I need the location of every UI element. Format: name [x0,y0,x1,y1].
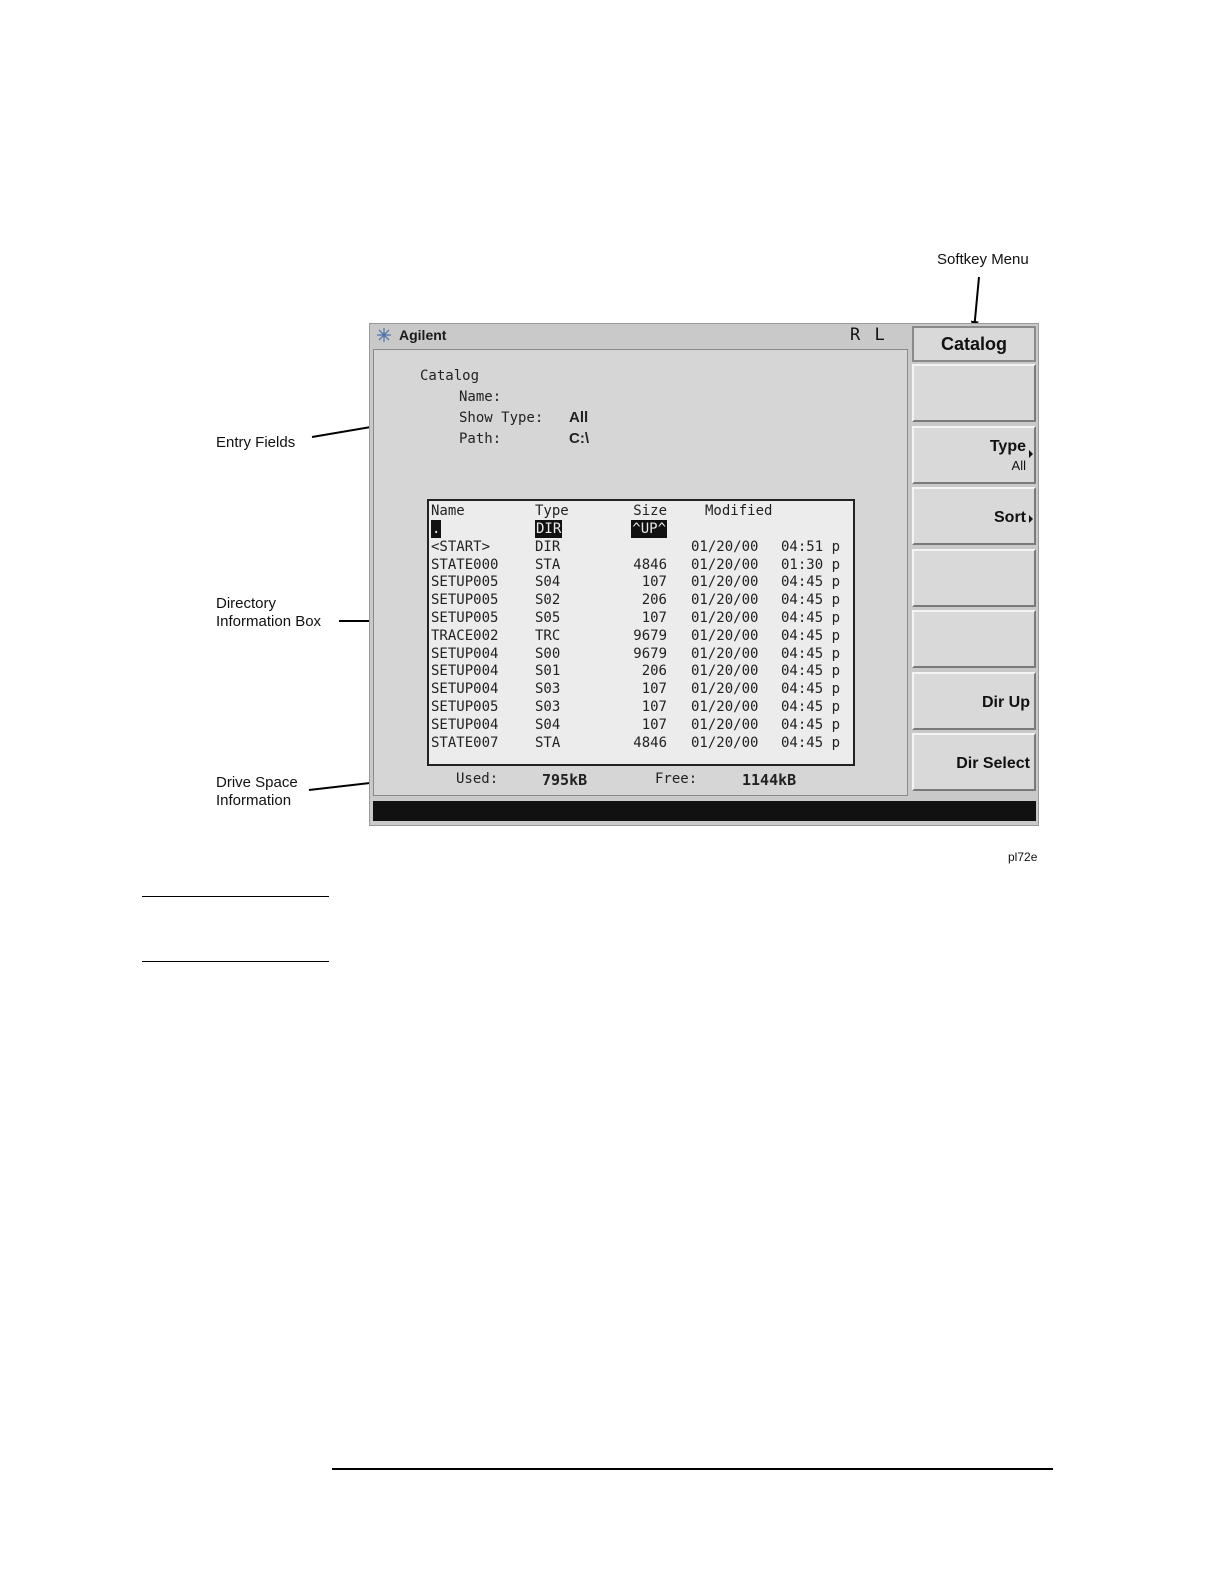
directory-row[interactable] [429,556,853,574]
cell-time: 04:45 p [781,699,841,715]
submenu-arrow-icon [1029,515,1033,523]
cell-date: 01/20/00 [691,556,759,573]
cell-size: 4846 [633,734,667,751]
cell-time: 01:30 p [781,556,841,573]
directory-row[interactable] [429,698,853,716]
cell-name: TRACE002 [431,627,499,644]
directory-row[interactable] [429,609,853,627]
cell-type: S05 [535,610,561,626]
cell-size: 107 [641,574,667,591]
cell-name: SETUP005 [431,610,499,626]
cell-date: 01/20/00 [691,610,759,626]
submenu-arrow-icon [1029,450,1033,458]
drive-free-label: Free: [655,771,698,787]
path-field[interactable]: C:\ [569,430,589,447]
cell-date: 01/20/00 [691,734,759,751]
cell-size: 107 [641,610,667,626]
cell-type: DIR [535,538,561,555]
cell-date: 01/20/00 [691,538,759,555]
cell-size: ^UP^ [632,521,666,537]
instrument-screen [369,323,1039,826]
cell-date: 01/20/00 [691,645,759,662]
cell-size: 9679 [633,627,667,644]
cell-type: STA [535,734,561,751]
cell-date: 01/20/00 [691,716,759,733]
cell-size: 206 [641,663,667,680]
cell-size: 206 [641,592,667,609]
drive-used-label: Used: [456,771,499,787]
main-display [373,349,908,796]
catalog-heading: Catalog [420,368,480,384]
cell-time: 04:45 p [781,627,841,644]
agilent-spark-icon [376,327,392,343]
show-type-label: Show Type: [459,410,544,426]
directory-info-box [427,499,855,766]
cell-name: STATE007 [431,734,499,751]
note-rule-top [142,896,329,897]
status-indicator: R L [850,325,887,345]
softkey-label: Type [989,437,1026,455]
callout-directory-line1: Directory [216,595,277,612]
cell-name: SETUP005 [431,699,499,715]
directory-row[interactable] [429,520,853,538]
directory-row[interactable] [429,716,853,734]
softkey-blank-5[interactable] [912,610,1036,668]
cell-time: 04:45 p [781,610,841,626]
directory-row[interactable] [429,645,853,663]
header-name: Name [431,503,465,519]
cell-date: 01/20/00 [691,663,759,680]
cell-date: 01/20/00 [691,699,759,715]
cell-type: S01 [535,663,561,680]
cell-name: . [432,521,441,537]
softkey-menu-title: Catalog [912,326,1036,362]
directory-row[interactable] [429,591,853,609]
cell-size: 107 [641,716,667,733]
header-type: Type [535,503,569,519]
softkey-label: Dir Up [982,693,1030,711]
path-label: Path: [459,431,502,447]
directory-header-row [429,502,853,520]
cell-type: TRC [535,627,561,644]
cell-name: SETUP004 [431,663,499,680]
cell-time: 04:51 p [781,538,841,555]
cell-size: 107 [641,699,667,715]
footer-rule [332,1468,1053,1470]
cell-size: 9679 [633,645,667,662]
brand-name: Agilent [399,327,447,343]
drive-used-value: 795kB [542,771,588,789]
softkey-sublabel: All [1011,457,1026,473]
softkey-type[interactable] [912,426,1036,484]
cell-time: 04:45 p [781,716,841,733]
cell-size: 107 [641,681,667,698]
directory-row[interactable] [429,680,853,698]
directory-row[interactable] [429,538,853,556]
cell-time: 04:45 p [781,681,841,698]
callout-softkey-menu: Softkey Menu [937,251,1029,268]
softkey-sort[interactable] [912,487,1036,545]
message-bar [373,801,1036,821]
title-bar [370,324,910,348]
callout-entry-fields: Entry Fields [216,434,296,451]
cell-name: SETUP005 [431,592,499,609]
drive-free-value: 1144kB [742,771,797,789]
cell-type: S02 [535,592,561,609]
cell-date: 01/20/00 [691,574,759,591]
cell-type: S03 [535,699,561,715]
cell-time: 04:45 p [781,645,841,662]
softkey-label: Sort [994,509,1026,526]
cell-name: SETUP004 [431,645,499,662]
note-rule-bottom [142,961,329,962]
directory-row[interactable] [429,627,853,645]
cell-time: 04:45 p [781,734,841,751]
softkey-blank-1[interactable] [912,364,1036,422]
directory-row[interactable] [429,662,853,680]
softkey-label: Dir Select [956,755,1030,772]
header-modified: Modified [705,503,773,519]
cell-name: STATE000 [431,556,499,573]
cell-type: S04 [535,716,561,733]
callout-drive-line1: Drive Space [216,774,298,791]
softkey-blank-4[interactable] [912,549,1036,607]
cell-date: 01/20/00 [691,681,759,698]
cell-date: 01/20/00 [691,627,759,644]
cell-type: DIR [536,521,562,537]
callout-directory-line2: Information Box [216,613,322,630]
cell-name: <START> [431,538,491,555]
callout-drive-line2: Information [216,792,292,809]
cell-name: SETUP004 [431,716,499,733]
directory-row[interactable] [429,573,853,591]
softkey-dir-up[interactable] [912,672,1036,730]
figure-reference: pl72e [1008,850,1038,864]
header-size: Size [633,503,667,519]
cell-type: S04 [535,574,561,591]
cell-type: S03 [535,681,561,698]
cell-time: 04:45 p [781,574,841,591]
cell-date: 01/20/00 [691,592,759,609]
cell-size: 4846 [633,556,667,573]
cell-time: 04:45 p [781,592,841,609]
cell-time: 04:45 p [781,663,841,680]
cell-type: S00 [535,645,561,662]
name-label: Name: [459,389,502,405]
directory-row[interactable] [429,734,853,752]
cell-name: SETUP004 [431,681,499,698]
cell-name: SETUP005 [431,574,499,591]
softkey-dir-select[interactable] [912,733,1036,791]
cell-type: STA [535,556,561,573]
show-type-field[interactable]: All [569,409,589,426]
